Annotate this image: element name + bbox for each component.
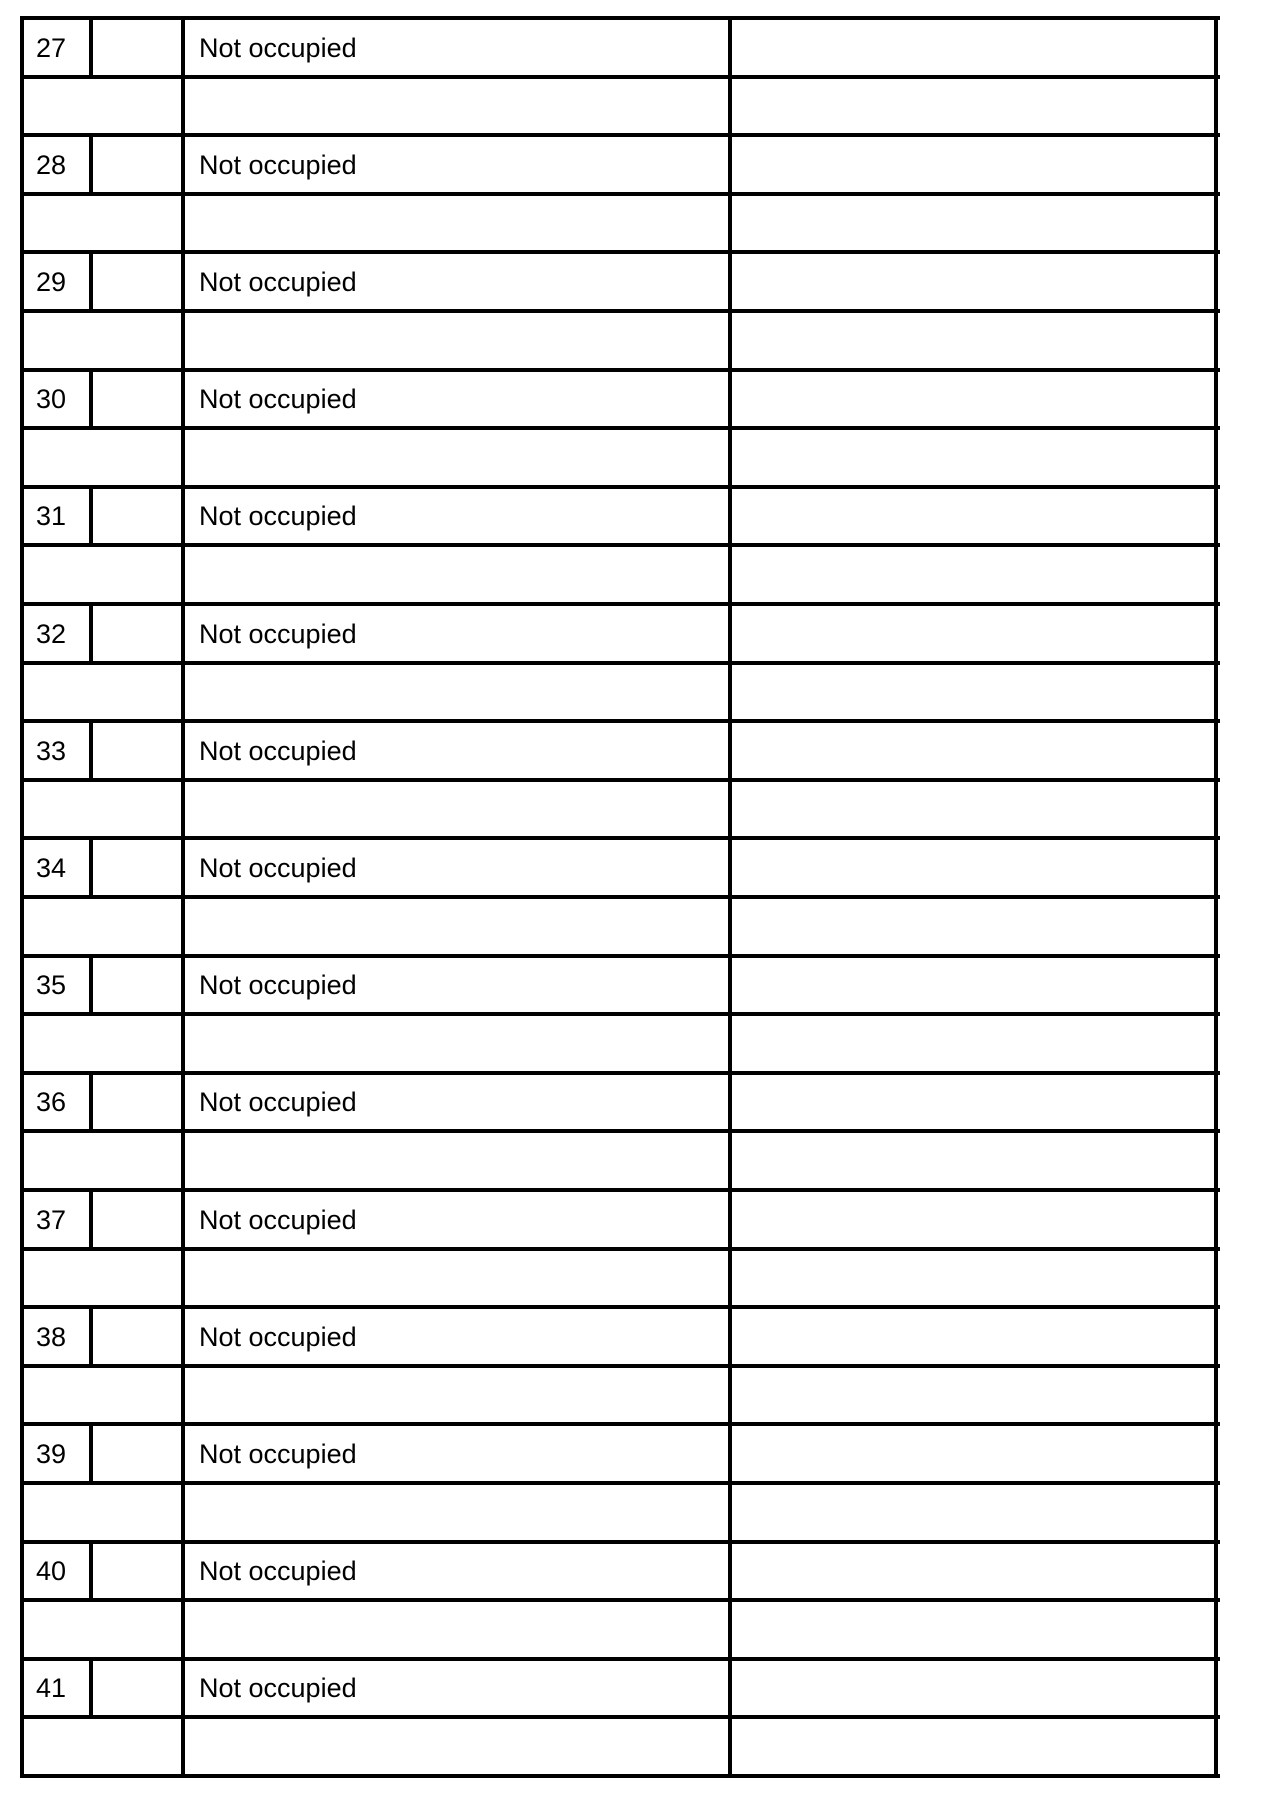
row-border [22,1071,1220,1075]
row-status: Not occupied [199,384,357,414]
row-number: 27 [36,32,67,63]
row-number: 36 [36,1087,67,1117]
row-border [22,719,1220,723]
table-border-left [20,16,24,1778]
row-border [22,1657,1220,1661]
row-border [22,543,1220,547]
row-border [22,954,1220,958]
number-cell-divider [89,1073,93,1131]
row-number: 29 [36,266,67,297]
row-border [22,75,1220,79]
number-cell-divider [89,18,93,77]
row-border [22,133,1220,137]
row-border [22,1422,1220,1426]
row-number: 39 [36,1438,67,1469]
row-status: Not occupied [199,735,357,766]
row-border [22,368,1220,372]
number-cell-divider [89,1424,93,1483]
number-cell-divider [89,135,93,194]
row-border [22,895,1220,899]
row-number: 41 [36,1673,67,1703]
row-number: 32 [36,618,67,649]
row-border [22,485,1220,489]
row-number: 28 [36,149,67,180]
row-border [22,250,1220,254]
row-border [22,661,1220,665]
row-border [22,192,1220,196]
row-border [22,1715,1220,1719]
row-number: 40 [36,1556,67,1586]
number-cell-divider [89,487,93,545]
row-status: Not occupied [199,1673,357,1703]
number-cell-divider [89,721,93,780]
number-cell-divider [89,252,93,311]
number-cell-divider [89,604,93,663]
row-status: Not occupied [199,1556,357,1586]
row-border [22,1305,1220,1309]
row-status: Not occupied [199,32,357,63]
number-cell-divider [89,838,93,897]
row-border [22,309,1220,313]
row-border [22,1598,1220,1602]
row-status: Not occupied [199,1438,357,1469]
row-border [22,1012,1220,1016]
row-number: 33 [36,735,67,766]
row-status: Not occupied [199,1321,357,1352]
row-status: Not occupied [199,970,357,1000]
row-border [22,1129,1220,1133]
column-border [728,16,732,1778]
row-border [22,1540,1220,1544]
number-cell-divider [89,956,93,1014]
number-cell-divider [89,1659,93,1717]
row-number: 37 [36,1204,67,1235]
row-border [22,1364,1220,1368]
row-border [22,1774,1220,1778]
row-border [22,602,1220,606]
number-cell-divider [89,1307,93,1366]
row-number: 38 [36,1321,67,1352]
row-status: Not occupied [199,266,357,297]
number-cell-divider [89,1190,93,1249]
row-border [22,1188,1220,1192]
row-border [22,778,1220,782]
row-number: 30 [36,384,67,414]
row-border [22,1247,1220,1251]
row-number: 35 [36,970,67,1000]
row-status: Not occupied [199,501,357,531]
row-status: Not occupied [199,1204,357,1235]
row-border [22,836,1220,840]
row-border [22,16,1220,20]
row-number: 31 [36,501,67,531]
row-border [22,1481,1220,1485]
row-status: Not occupied [199,618,357,649]
row-status: Not occupied [199,852,357,883]
row-status: Not occupied [199,149,357,180]
column-border [181,16,185,1778]
row-number: 34 [36,852,67,883]
number-cell-divider [89,370,93,428]
number-cell-divider [89,1542,93,1600]
row-border [22,426,1220,430]
table-border-right [1214,16,1218,1778]
row-status: Not occupied [199,1087,357,1117]
